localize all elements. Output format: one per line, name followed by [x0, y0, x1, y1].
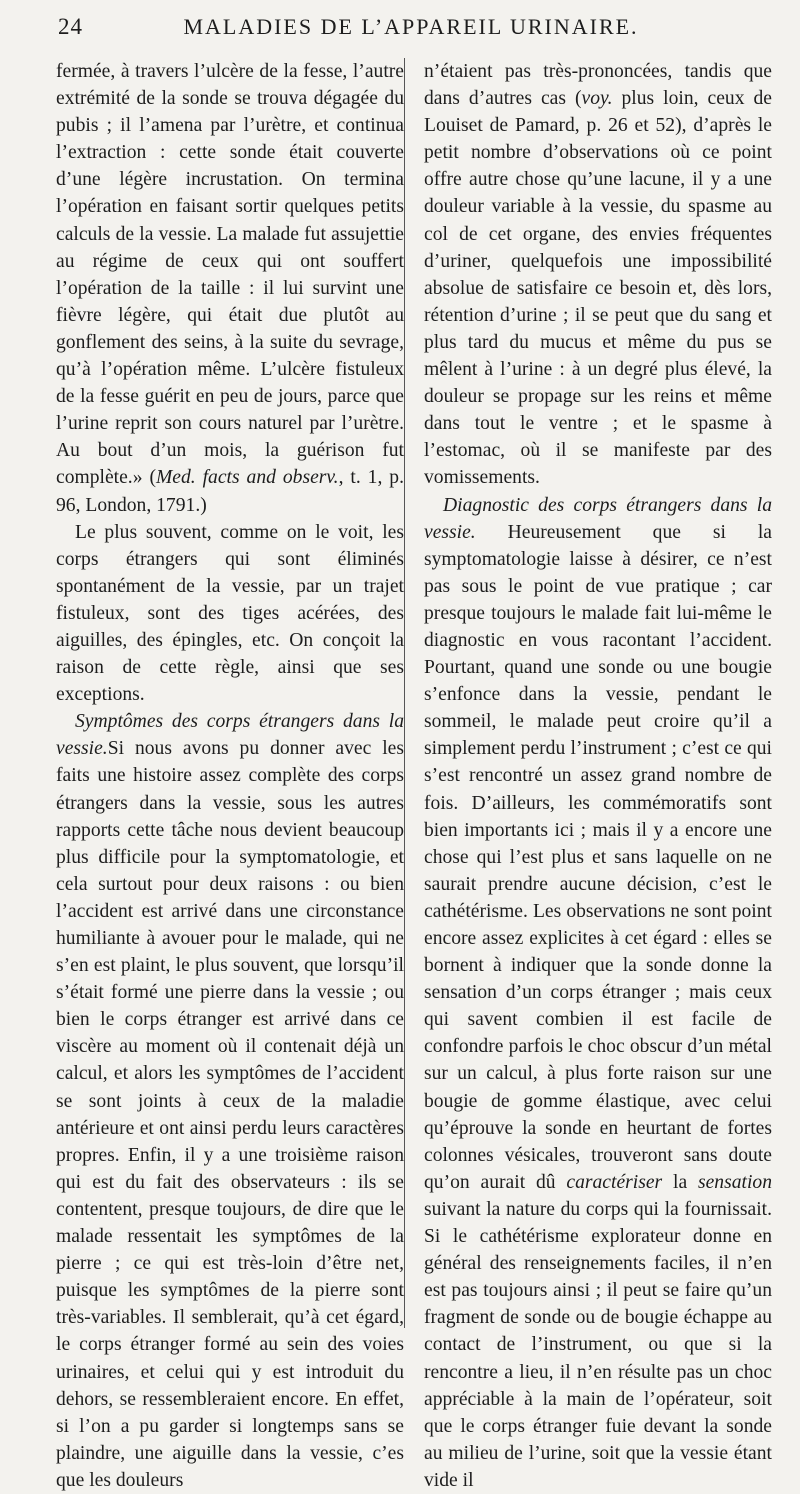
paragraph: n’étaient pas très-prononcées, tandis que dans d’autres cas (voy. plus loin, ceux de Louiset de Pamard, p. 26 et 52), d’après le petit nombre d’observations où ce point offre autre chose qu’une lacune, il y a une douleur variable à la vessie, du spasme au col de cet organe, des envies fréquentes d’uriner, quelquefois une impossibilité absolue de satisfaire ce besoin et, dès lors, rétention d’urine ; il se peut que du sang et plus tard du mucus et même du pus se mêlent à l’urine : à un degré plus élevé, la douleur se propage sur les reins et même dans tout le ventre ; et le spasme à l’estomac, où il se manifeste par des vomissements. — [424, 61, 772, 489]
column-divider — [404, 58, 405, 1328]
citation: Med. facts and observ. — [155, 467, 339, 489]
paragraph: Le plus souvent, comme on le voit, les corps étrangers qui sont éliminés spontanément de la vessie, par un trajet fistuleux, sont des tiges acérées, des aiguilles, des épingles, etc. On conçoit la raison de cette règle, ainsi que ses exceptions. — [56, 521, 404, 706]
page-header — [58, 12, 764, 46]
right-column — [424, 58, 772, 1494]
paragraph: Diagnostic des corps étrangers dans la vessie. Heureusement que si la symptomatologie laisse à désirer, ce n’est pas sous le point de vue pratique ; car presque toujours le malade fait lui-même le diagnostic en vous racontant l’accident. Pourtant, quand une sonde ou une bougie s’enfonce dans la vessie, pendant le sommeil, le malade peut croire qu’il a simplement perdu l’instrument ; c’est ce qui s’est rencontré un assez grand nombre de fois. D’ailleurs, les commémoratifs sont bien importants ici ; mais il y a encore une chose qui l’est plus et sans laquelle on ne saurait prendre aucune décision, c’est le cathétérisme. Les observations ne sont point encore assez explicites à cet égard : elles se bornent à indiquer que la sonde donne la sensation d’un corps étranger ; mais ceux qui savent combien il est facile de confondre parfois le choc obscur d’un métal sur un calcul, à plus forte raison sur une bougie de gomme élastique, avec celui qu’éprouve la sonde en heurtant de fortes colonnes vésicales, trouveront sans doute qu’on aurait dû caractériser la sensation suivant la nature du corps qui la fournissait. Si le cathétérisme explorateur donne en général des renseignements faciles, il n’en est pas toujours ainsi ; il peut se faire qu’un fragment de sonde ou de bougie échappe au contact de l’instrument, ou que si la rencontre a lieu, il n’en résulte pas un choc appréciable à la main de l’opérateur, soit que le corps étranger fuie devant la sonde au milieu de l’urine, soit que la vessie étant vide il — [424, 494, 772, 1491]
paragraph: fermée, à travers l’ulcère de la fesse, l’autre extrémité de la sonde se trouva dégagée du pubis ; il l’amena par l’urètre, et continua l’extraction : cette sonde était couverte d’une légère incrustation. On termina l’opération en faisant sortir quelques petits calculs de la vessie. La malade fut assujettie au régime de ceux qui ont souffert l’opération de la taille : il lui survint une fièvre légère, qui était due plutôt au gonflement des seins, à la suite du sevrage, qu’à l’opération même. L’ulcère fistuleux de la fesse guérit en peu de jours, parce que l’urine reprit son cours naturel par l’urètre. Au bout d’un mois, la guérison fut complète.» (Med. facts and observ., t. 1, p. 96, London, 1791.) — [56, 61, 404, 516]
section-heading: Symptômes des corps étrangers dans la vessie. — [56, 711, 404, 760]
left-column — [56, 58, 404, 1494]
running-title: MALADIES DE L’APPAREIL URINAIRE. — [183, 14, 639, 39]
page-number: 24 — [58, 14, 83, 39]
section-heading: Diagnostic des corps étrangers dans la vessie. — [424, 494, 772, 543]
paragraph: Symptômes des corps étrangers dans la vessie.Si nous avons pu donner avec les faits une histoire assez complète des corps étrangers dans la vessie, sous les autres rapports cette tâche nous devient beaucoup plus difficile pour la symptomatologie, et cela surtout pour deux raisons : ou bien l’accident est arrivé dans une circonstance humiliante à avouer pour le malade, qui ne s’en est plaint, le plus souvent, que lorsqu’il s’était formé une pierre dans la vessie ; ou bien le corps étranger est arrivé dans ce viscère au moment où il contenait déjà un calcul, et alors les symptômes de l’accident se sont joints à ceux de la maladie antérieure et ont ainsi perdu leurs caractères propres. Enfin, il y a une troisième raison qui est du fait des observateurs : ils se contentent, presque toujours, de dire que le malade ressentait les symptômes de la pierre ; ce qui est très-loin d’être net, puisque les symptômes de la pierre sont très-variables. Il semblerait, qu’à cet égard, le corps étranger formé au sein des voies urinaires, et celui qui y est introduit du dehors, se ressembleraient encore. En effet, si l’on a pu garder si longtemps sans se plaindre, une aiguille dans la vessie, c’es que les douleurs — [56, 711, 404, 1491]
